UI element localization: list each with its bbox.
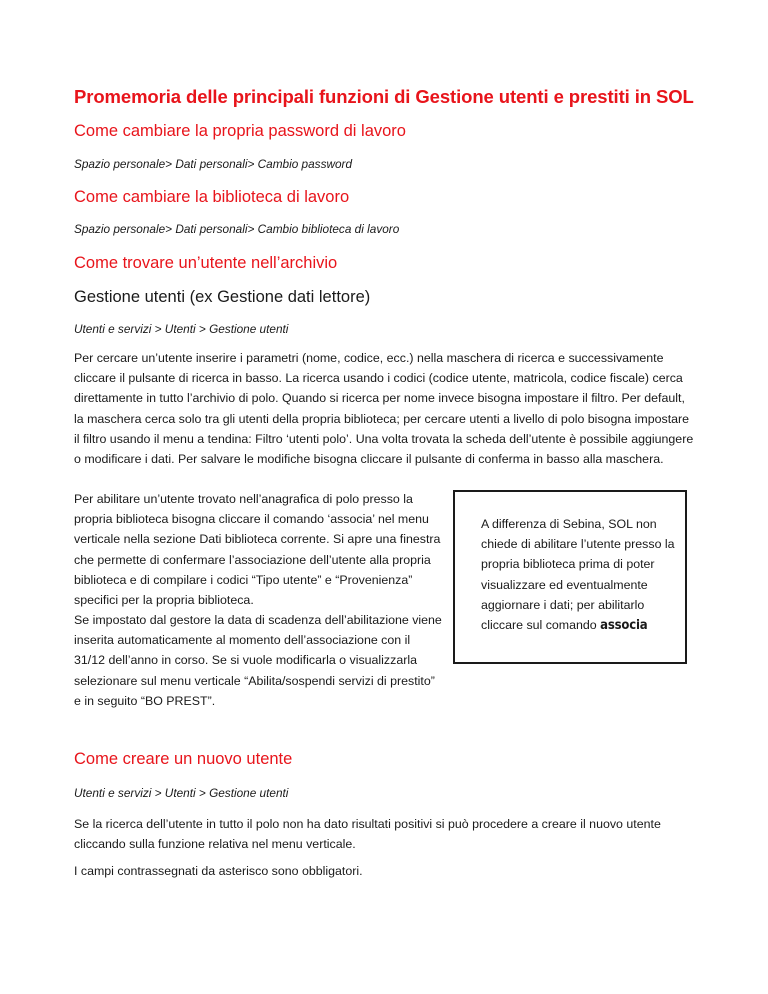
paragraph-enable-user: Per abilitare un’utente trovato nell’anagrafica di polo presso la propria biblioteca bisogna cliccare il comando ‘associa’ nel menu verticale nella sezione Dati biblioteca corrente. Si apre una finestra che permette di confermare l’associazione dell’utente alla propria biblioteca e di compilare i codici “Tipo utente” e “Provenienza” specifici per la propria biblioteca. [74, 492, 441, 608]
heading-find-user: Come trovare un’utente nell’archivio [74, 254, 338, 272]
note-command-associa: associa [600, 618, 648, 634]
paragraph-expiry-date: Se impostato dal gestore la data di scadenza dell’abilitazione viene inserita automaticamente al momento dell’associazione con il 31/12 dell’anno in corso. Se si vuole modificarla o visualizzarla selezionare sul menu verticale “Abilita/sospendi servizi di prestito” e in seguito “BO PREST”. [74, 613, 442, 708]
document-title: Promemoria delle principali funzioni di Gestione utenti e prestiti in SOL [74, 86, 694, 107]
path-create-user: Utenti e servizi > Utenti > Gestione utenti [74, 786, 289, 800]
path-find-user: Utenti e servizi > Utenti > Gestione utenti [74, 322, 289, 336]
subheading-user-management: Gestione utenti (ex Gestione dati lettore) [74, 288, 371, 306]
paragraph-required-fields: I campi contrassegnati da asterisco sono obbligatori. [74, 864, 363, 878]
path-change-password: Spazio personale> Dati personali> Cambio password [74, 157, 353, 171]
note-body: A differenza di Sebina, SOL non chiede di abilitare l’utente presso la propria biblioteca prima di poter visualizzare ed eventualmente aggiornare i dati; per abilitarlo cliccare sul comando [481, 517, 675, 633]
note-box [453, 490, 687, 664]
path-change-library: Spazio personale> Dati personali> Cambio biblioteca di lavoro [74, 222, 400, 236]
heading-create-user: Come creare un nuovo utente [74, 750, 293, 768]
paragraph-find-user: Per cercare un’utente inserire i parametri (nome, codice, ecc.) nella maschera di ricerca e successivamente cliccare il pulsante di ricerca in basso. La ricerca usando i codici (codice utente, matricola, codice fiscale) cerca direttamente in tutto l’archivio di polo. Quando si ricerca per nome invece bisogna impostare il filtro. Per default, la maschera cerca solo tra gli utenti della propria biblioteca; per cercare utenti a livello di polo bisogna impostare il filtro usando il menu a tendina: Filtro ‘utenti polo’. Una volta trovata la scheda dell’utente è possibile aggiungere o modificare i dati. Per salvare le modifiche bisogna cliccare il pulsante di conferma in basso alla maschera. [74, 351, 694, 467]
paragraph-create-user: Se la ricerca dell’utente in tutto il polo non ha dato risultati positivi si può procedere a creare il nuovo utente cliccando sulla funzione relativa nel menu verticale. [74, 817, 661, 852]
note-text [481, 514, 681, 636]
heading-change-password: Come cambiare la propria password di lavoro [74, 122, 406, 140]
heading-change-library: Come cambiare la biblioteca di lavoro [74, 188, 350, 206]
